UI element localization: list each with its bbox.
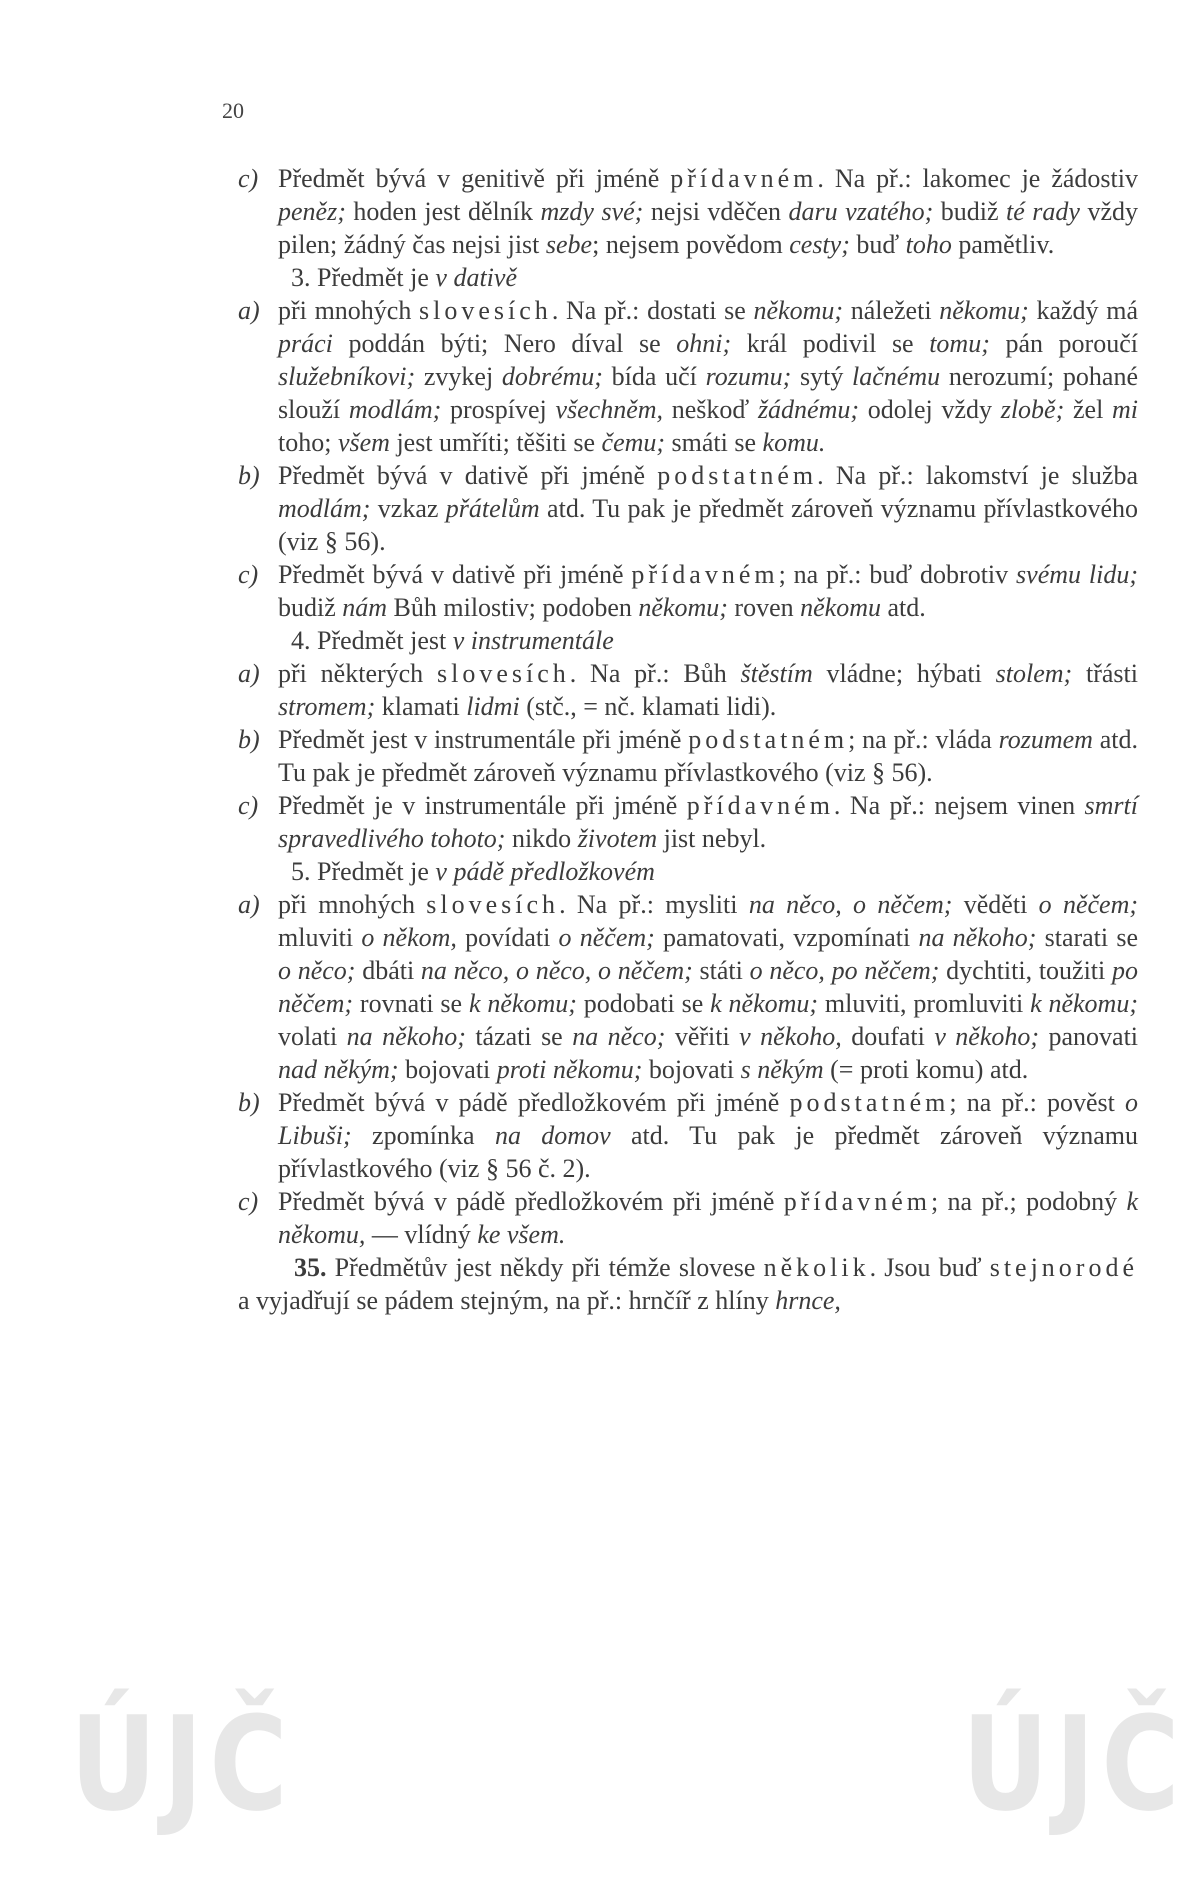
watermark-right: ÚJČ bbox=[962, 1688, 1187, 1840]
text-run: ; na př.; podobný bbox=[930, 1187, 1127, 1216]
italic-run: s někým bbox=[740, 1055, 824, 1084]
italic-run: smrtí spravedlivého tohoto; bbox=[278, 791, 1138, 853]
italic-run: k někomu; bbox=[1030, 989, 1138, 1018]
text-run: (= proti komu) atd. bbox=[823, 1055, 1029, 1084]
text-run: pamětliv. bbox=[951, 230, 1055, 259]
italic-run: toho bbox=[905, 230, 952, 259]
text-run: panovati bbox=[1039, 1022, 1139, 1051]
text-run: Bůh milostiv; podoben bbox=[387, 593, 639, 622]
text-run: atd. Tu pak je předmět zároveň významu přívlastkového (viz § 56 č. 2). bbox=[278, 1121, 1138, 1183]
text-run: vzkaz bbox=[370, 494, 446, 523]
text-run: atd. bbox=[880, 593, 926, 622]
text-run: bojovati bbox=[398, 1055, 497, 1084]
text-run: bojovati bbox=[642, 1055, 741, 1084]
text-run: povídati bbox=[456, 923, 559, 952]
text-run: ; nejsem povědom bbox=[592, 230, 790, 259]
italic-run: v instrumentále bbox=[452, 626, 614, 655]
italic-run: nám bbox=[342, 593, 388, 622]
text-run: Předmětův jest někdy při témže slovese bbox=[326, 1253, 764, 1282]
text-run: při mnohých bbox=[278, 296, 420, 325]
italic-run: v někoho; bbox=[934, 1022, 1040, 1051]
paragraph bbox=[238, 657, 1138, 723]
text-run: 5. Předmět je bbox=[291, 857, 436, 886]
text-run: starati se bbox=[1036, 923, 1138, 952]
italic-run: sebe bbox=[545, 230, 593, 259]
item-label: b) bbox=[238, 461, 260, 490]
text-run: . Jsou buď bbox=[869, 1253, 990, 1282]
section-number: 35. bbox=[294, 1253, 327, 1282]
italic-run: proti někomu; bbox=[496, 1055, 643, 1084]
text-run: budiž bbox=[933, 197, 1007, 226]
text-run: ; na př.: buď dobrotiv bbox=[778, 560, 1017, 589]
paragraph bbox=[238, 558, 1138, 624]
italic-run: peněz; bbox=[278, 197, 346, 226]
italic-run: čemu; bbox=[601, 428, 666, 457]
item-label: a) bbox=[238, 659, 260, 688]
item-label: b) bbox=[238, 725, 260, 754]
italic-run: cesty; bbox=[789, 230, 850, 259]
text-run: sytý bbox=[791, 362, 853, 391]
italic-run: lačnému bbox=[852, 362, 941, 391]
watermark-left: ÚJČ bbox=[70, 1688, 295, 1840]
text-run: — vlídný bbox=[365, 1220, 478, 1249]
italic-run: na něco, o něco, o něčem; bbox=[420, 956, 693, 985]
text-run: jest umříti; těšiti se bbox=[389, 428, 602, 457]
text-run: věděti bbox=[952, 890, 1039, 919]
italic-run: hrnce, bbox=[775, 1286, 841, 1315]
italic-run: k někomu; bbox=[710, 989, 819, 1018]
text-run: vždy pilen; žádný čas nejsi jist bbox=[278, 197, 1139, 259]
section-heading bbox=[291, 261, 1138, 294]
italic-run: daru vzatého; bbox=[788, 197, 934, 226]
text-run: Předmět jest v instrumentále při jméně bbox=[278, 725, 689, 754]
italic-run: štěstím bbox=[740, 659, 813, 688]
text-run: Předmět bývá v dativě při jméně bbox=[278, 560, 632, 589]
text-run: nikdo bbox=[505, 824, 578, 853]
text-run: bída učí bbox=[602, 362, 706, 391]
text-run: při některých bbox=[278, 659, 437, 688]
paragraph bbox=[238, 459, 1138, 558]
italic-run: k někomu, bbox=[278, 1187, 1138, 1249]
item-label: a) bbox=[238, 890, 260, 919]
text-run: . Na př.: mysliti bbox=[559, 890, 749, 919]
text-run: státi bbox=[692, 956, 750, 985]
italic-run: přátelům bbox=[445, 494, 540, 523]
text-run: jist nebyl. bbox=[657, 824, 767, 853]
italic-run: nad někým; bbox=[278, 1055, 399, 1084]
text-run: Předmět bývá v pádě předložkovém při jméně bbox=[278, 1088, 790, 1117]
text-run: budiž bbox=[278, 593, 343, 622]
italic-run: o něco, po něčem; bbox=[749, 956, 940, 985]
spaced-run: přídavném bbox=[631, 560, 779, 589]
italic-run: k někomu; bbox=[468, 989, 577, 1018]
text-run: roven bbox=[727, 593, 801, 622]
italic-run: v pádě předložkovém bbox=[435, 857, 655, 886]
italic-run: rozumu; bbox=[705, 362, 792, 391]
text-run: klamati bbox=[375, 692, 467, 721]
text-run: doufati bbox=[841, 1022, 935, 1051]
italic-run: ke všem. bbox=[477, 1220, 566, 1249]
text-run: nerozumí; pohané slouží bbox=[278, 362, 1138, 424]
italic-run: na někoho; bbox=[918, 923, 1037, 952]
text-run: buď bbox=[849, 230, 906, 259]
italic-run: po něčem; bbox=[278, 956, 1138, 1018]
text-run: (stč., = nč. klamati lidi). bbox=[519, 692, 777, 721]
text-run: odolej vždy bbox=[859, 395, 1001, 424]
italic-run: všem bbox=[337, 428, 390, 457]
text-run: král podivil se bbox=[731, 329, 930, 358]
text-run: 3. Předmět je bbox=[291, 263, 436, 292]
spaced-run: přídavném bbox=[670, 164, 818, 193]
text-run: . Na př.: Bůh bbox=[569, 659, 741, 688]
text-run: dbáti bbox=[355, 956, 421, 985]
text-run: rovnati se bbox=[353, 989, 469, 1018]
italic-run: mi bbox=[1112, 395, 1139, 424]
item-label: c) bbox=[238, 560, 259, 589]
italic-run: žádnému; bbox=[757, 395, 860, 424]
item-label: c) bbox=[238, 1187, 259, 1216]
page-number: 20 bbox=[222, 98, 244, 123]
italic-run: práci bbox=[278, 329, 333, 358]
text-run: . Na př.: dostati se bbox=[551, 296, 754, 325]
spaced-run: přídavném bbox=[686, 791, 834, 820]
text-run: zvykej bbox=[415, 362, 502, 391]
italic-run: životem bbox=[577, 824, 658, 853]
text-run: hoden jest dělník bbox=[345, 197, 541, 226]
paragraph bbox=[238, 789, 1138, 855]
item-label: a) bbox=[238, 296, 260, 325]
paragraph bbox=[238, 162, 1139, 261]
text-run: atd. Tu pak je předmět zároveň významu přívlastkového (viz § 56). bbox=[278, 725, 1138, 787]
spaced-run: stejnorodé bbox=[989, 1253, 1139, 1282]
text-run: při mnohých bbox=[278, 890, 427, 919]
text-run: atd. Tu pak je předmět zároveň významu přívlastkového (viz § 56). bbox=[278, 494, 1138, 556]
text-run: mluviti bbox=[278, 923, 362, 952]
text-run: třásti bbox=[1072, 659, 1138, 688]
text-run: Předmět bývá v pádě předložkovém při jméně bbox=[278, 1187, 784, 1216]
item-label: c) bbox=[238, 791, 259, 820]
text-run: dychtiti, toužiti bbox=[939, 956, 1112, 985]
text-run: tázati se bbox=[465, 1022, 573, 1051]
italic-run: o Libuši; bbox=[278, 1088, 1139, 1150]
text-run: nejsi vděčen bbox=[643, 197, 789, 226]
paragraph bbox=[238, 888, 1139, 1086]
text-run: neškoď bbox=[663, 395, 758, 424]
text-run: Předmět bývá v dativě při jméně bbox=[278, 461, 658, 490]
spaced-run: několik bbox=[763, 1253, 870, 1282]
section-heading bbox=[291, 855, 1138, 888]
item-label: c) bbox=[238, 164, 259, 193]
body-text bbox=[238, 162, 1138, 1317]
italic-run: o něčem; bbox=[558, 923, 655, 952]
italic-run: tomu; bbox=[929, 329, 990, 358]
italic-run: stromem; bbox=[278, 692, 376, 721]
text-run: prospívej bbox=[441, 395, 556, 424]
section-heading bbox=[291, 624, 1138, 657]
italic-run: svému lidu; bbox=[1016, 560, 1138, 589]
text-run: vládne; hýbati bbox=[812, 659, 996, 688]
paragraph bbox=[238, 723, 1138, 789]
italic-run: rozumem bbox=[998, 725, 1093, 754]
italic-run: v někoho, bbox=[739, 1022, 842, 1051]
item-label: b) bbox=[238, 1088, 260, 1117]
paragraph bbox=[238, 1185, 1138, 1251]
spaced-run: slovesích bbox=[436, 659, 570, 688]
paragraph bbox=[238, 294, 1139, 459]
spaced-run: podstatném bbox=[657, 461, 818, 490]
text-run: ; na př.: vláda bbox=[848, 725, 999, 754]
italic-run: na domov bbox=[494, 1121, 611, 1150]
italic-run: někomu; bbox=[638, 593, 728, 622]
paragraph bbox=[238, 1086, 1139, 1185]
italic-run: o někom, bbox=[361, 923, 457, 952]
italic-run: komu. bbox=[762, 428, 826, 457]
text-run: pán poroučí bbox=[989, 329, 1138, 358]
spaced-run: slovesích bbox=[419, 296, 552, 325]
text-run: věřiti bbox=[665, 1022, 740, 1051]
italic-run: dobrému; bbox=[501, 362, 603, 391]
italic-run: někomu bbox=[800, 593, 881, 622]
text-run: a vyjadřují se pádem stejným, na př.: hrnčíř z hlíny bbox=[238, 1286, 776, 1315]
text-run: pamatovati, vzpomínati bbox=[654, 923, 919, 952]
italic-run: stolem; bbox=[995, 659, 1073, 688]
text-run: každý má bbox=[1028, 296, 1139, 325]
italic-run: všechněm, bbox=[555, 395, 664, 424]
paragraph-35 bbox=[238, 1251, 1138, 1317]
italic-run: někomu; bbox=[753, 296, 844, 325]
italic-run: o něčem; bbox=[1038, 890, 1139, 919]
italic-run: na někoho; bbox=[346, 1022, 466, 1051]
italic-run: modlám; bbox=[348, 395, 442, 424]
text-run: smáti se bbox=[665, 428, 763, 457]
spaced-run: slovesích bbox=[426, 890, 560, 919]
italic-run: mzdy své; bbox=[540, 197, 644, 226]
text-run: . Na př.: lakomství je služba bbox=[817, 461, 1138, 490]
text-run: Předmět bývá v genitivě při jméně bbox=[278, 164, 671, 193]
text-run: Předmět je v instrumentále při jméně bbox=[278, 791, 687, 820]
text-run: poddán býti; Nero díval se bbox=[332, 329, 677, 358]
text-run: náležeti bbox=[843, 296, 940, 325]
text-run: . Na př.: nejsem vinen bbox=[833, 791, 1085, 820]
italic-run: v dativě bbox=[435, 263, 517, 292]
text-run: 4. Předmět jest bbox=[291, 626, 453, 655]
italic-run: zlobě; bbox=[1000, 395, 1065, 424]
text-run: . Na př.: lakomec je žádostiv bbox=[817, 164, 1138, 193]
italic-run: té rady bbox=[1006, 197, 1080, 226]
spaced-run: podstatném bbox=[688, 725, 849, 754]
text-run: volati bbox=[278, 1022, 347, 1051]
text-run: žel bbox=[1064, 395, 1113, 424]
text-run: toho; bbox=[278, 428, 338, 457]
italic-run: o něco; bbox=[278, 956, 356, 985]
italic-run: někomu; bbox=[939, 296, 1029, 325]
text-run: mluviti, promluviti bbox=[818, 989, 1031, 1018]
italic-run: lidmi bbox=[466, 692, 520, 721]
italic-run: na něco; bbox=[572, 1022, 666, 1051]
italic-run: ohni; bbox=[676, 329, 732, 358]
italic-run: modlám; bbox=[278, 494, 371, 523]
italic-run: služebníkovi; bbox=[278, 362, 416, 391]
spaced-run: podstatném bbox=[789, 1088, 950, 1117]
text-run: ; na př.: pověst bbox=[949, 1088, 1126, 1117]
spaced-run: přídavném bbox=[783, 1187, 931, 1216]
text-run: zpomínka bbox=[351, 1121, 495, 1150]
text-run: podobati se bbox=[576, 989, 711, 1018]
italic-run: na něco, o něčem; bbox=[748, 890, 953, 919]
